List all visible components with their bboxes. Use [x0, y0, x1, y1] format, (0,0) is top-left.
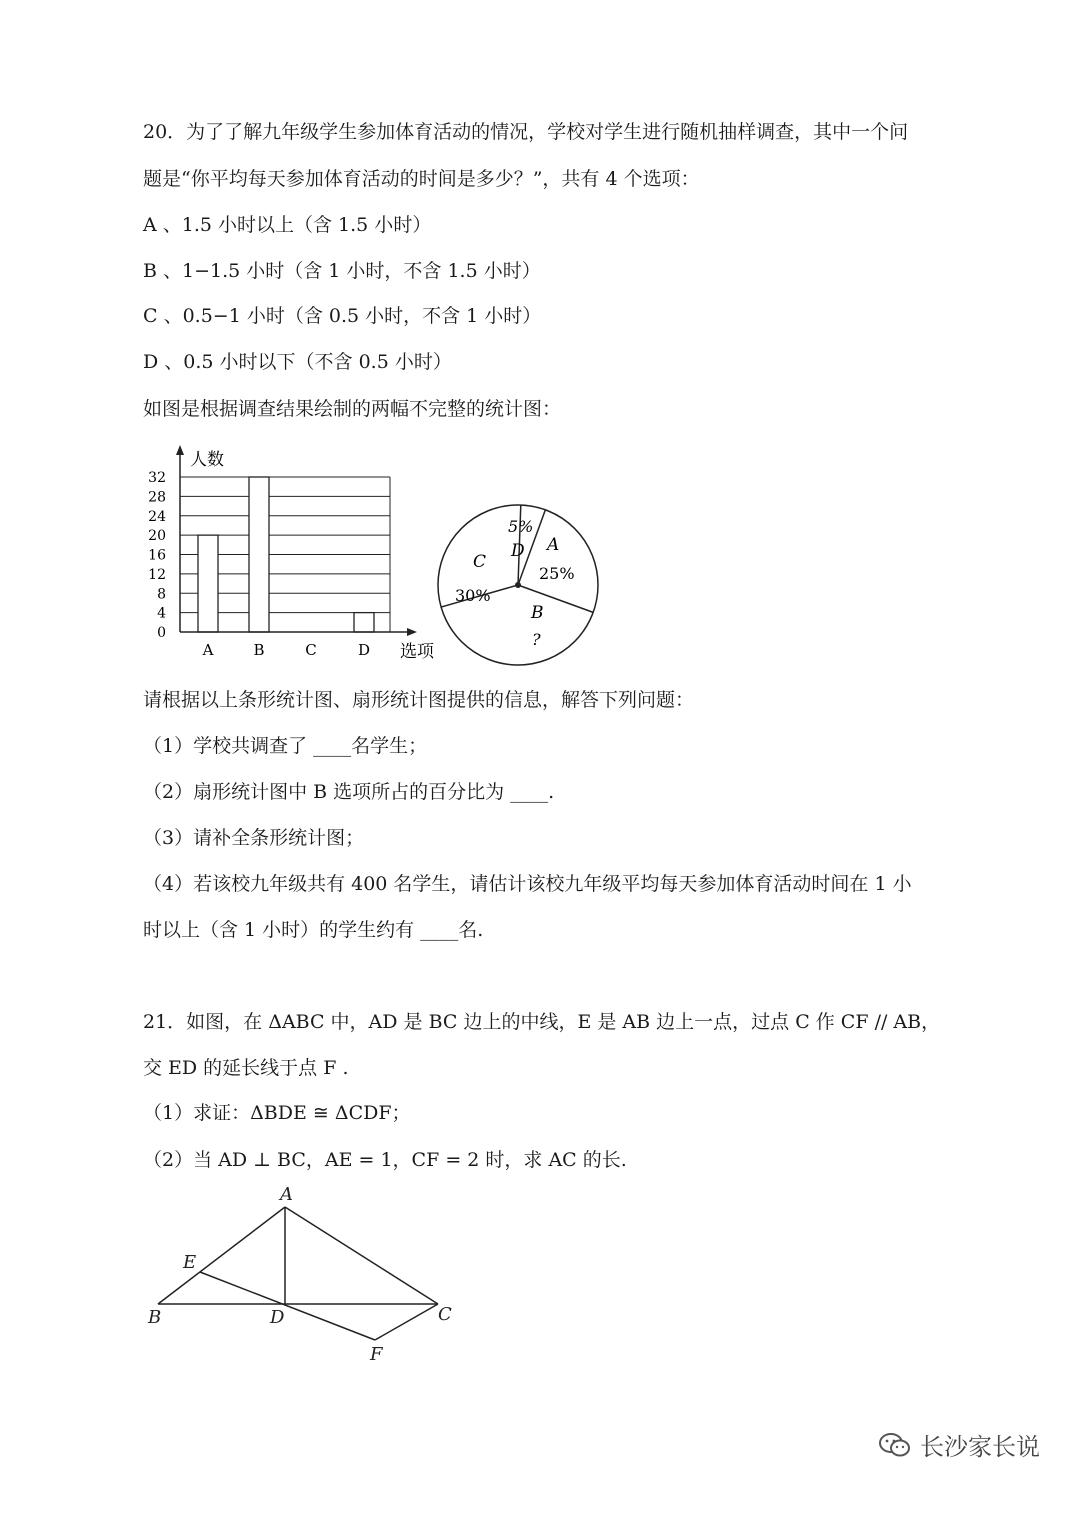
point-f-label: F	[370, 1344, 383, 1365]
point-d-label: D	[270, 1307, 285, 1328]
bar-y-tick: 0	[157, 625, 166, 641]
q20-part2: （2）扇形统计图中 B 选项所占的百分比为 ____.	[143, 781, 555, 803]
q20-stem-line1: 20．为了了解九年级学生参加体育活动的情况，学校对学生进行随机抽样调查，其中一个问	[143, 121, 909, 143]
bar-y-tick: 12	[148, 566, 166, 583]
watermark	[878, 1427, 1040, 1462]
pie-label-c: C	[473, 552, 487, 572]
wechat-icon	[878, 1431, 912, 1459]
bar-y-tick: 20	[148, 528, 166, 545]
bar-y-tick: 8	[157, 586, 166, 603]
bar-category-label: A	[202, 641, 214, 659]
segment-ac	[285, 1207, 438, 1304]
triangle-figure	[140, 1180, 470, 1370]
bar-y-tick: 24	[148, 508, 166, 525]
segment-cf	[375, 1304, 438, 1340]
point-e-label: E	[183, 1252, 197, 1273]
bar-category-label: D	[357, 641, 371, 659]
q20-part3: （3）请补全条形统计图；	[143, 827, 365, 849]
pie-label-a-pct: 25%	[539, 564, 575, 583]
pie-label-b-value: ?	[532, 630, 541, 649]
q21-stem-line1: 21．如图，在 ΔABC 中，AD 是 BC 边上的中线，E 是 AB 边上一点，过点 C 作 CF // AB，	[143, 1011, 941, 1033]
q21-part1: （1）求证：ΔBDE ≅ ΔCDF；	[143, 1102, 411, 1124]
point-b-label: B	[148, 1307, 162, 1328]
q20-part4-line2: 时以上（含 1 小时）的学生约有 ____名.	[143, 919, 484, 941]
q20-option-d: D 、0.5 小时以下（不含 0.5 小时）	[143, 351, 452, 373]
bar-y-tick: 28	[148, 489, 166, 506]
pie-label-d: D	[511, 541, 525, 561]
pie-chart	[435, 500, 605, 670]
bar-a	[198, 535, 218, 632]
pie-label-a: A	[547, 535, 560, 555]
pie-label-d-pct: 5%	[508, 517, 534, 536]
q20-option-c: C 、0.5−1 小时（含 0.5 小时，不含 1 小时）	[143, 305, 542, 327]
bar-y-tick: 16	[148, 547, 166, 564]
segment-ef	[200, 1272, 375, 1340]
q20-stem-line2: 题是“你平均每天参加体育活动的时间是多少？”，共有 4 个选项：	[143, 168, 700, 190]
bar-y-label: 人数	[190, 450, 224, 470]
q20-option-b: B 、1−1.5 小时（含 1 小时，不含 1.5 小时）	[143, 260, 541, 282]
bar-y-tick: 32	[148, 470, 166, 486]
q20-intro: 如图是根据调查结果绘制的两幅不完整的统计图：	[143, 398, 562, 420]
bar-chart	[140, 440, 450, 670]
q20-option-a: A 、1.5 小时以上（含 1.5 小时）	[143, 214, 432, 236]
bar-y-tick: 4	[157, 605, 166, 622]
segment-ab	[158, 1207, 285, 1304]
bar-d	[354, 613, 374, 632]
q20-ask: 请根据以上条形统计图、扇形统计图提供的信息，解答下列问题：	[143, 689, 695, 711]
pie-label-b: B	[531, 603, 544, 623]
q20-part1: （1）学校共调查了 ____名学生；	[143, 735, 428, 757]
bar-category-label: B	[253, 641, 265, 659]
bar-x-label: 选项	[400, 642, 434, 662]
pie-label-c-pct: 30%	[455, 586, 491, 605]
watermark-text: 长沙家长说	[920, 1433, 1040, 1461]
point-a-label: A	[280, 1184, 293, 1205]
q21-stem-line2: 交 ED 的延长线于点 F .	[143, 1057, 349, 1079]
point-c-label: C	[438, 1304, 452, 1325]
bar-category-label: C	[305, 641, 317, 659]
q21-part2: （2）当 AD ⊥ BC，AE = 1，CF = 2 时，求 AC 的长.	[143, 1149, 627, 1171]
bar-b	[249, 477, 269, 632]
q20-part4-line1: （4）若该校九年级共有 400 名学生，请估计该校九年级平均每天参加体育活动时间在 1 小	[143, 873, 912, 895]
